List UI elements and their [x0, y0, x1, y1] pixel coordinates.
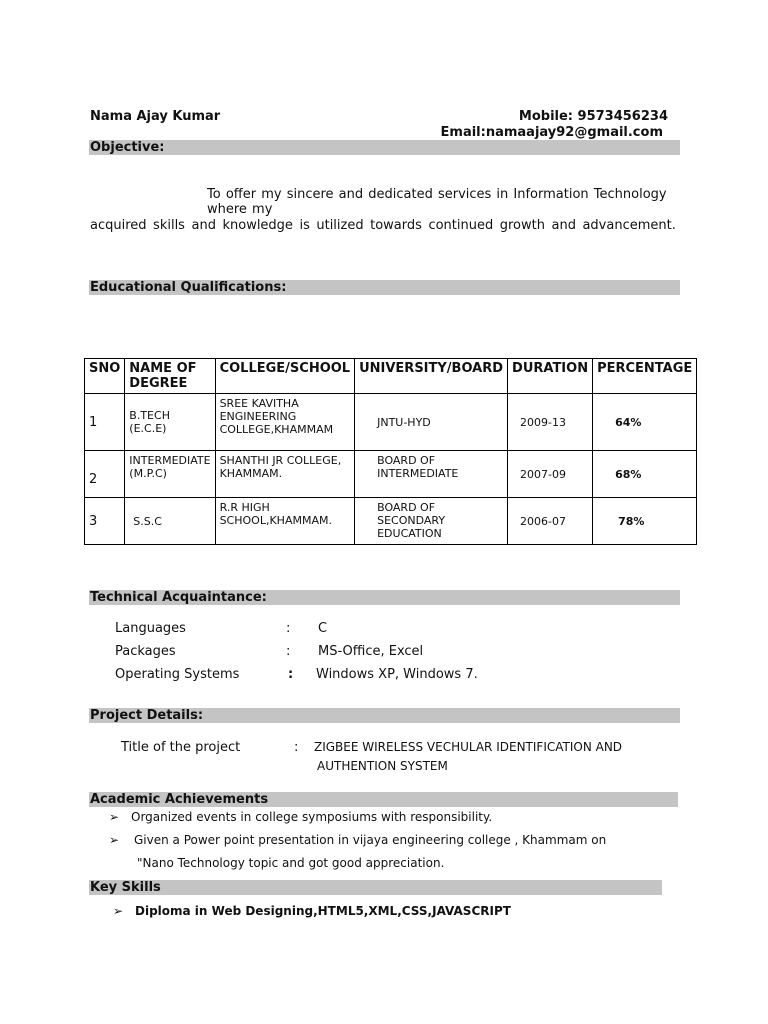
achievement-item-1: Organized events in college symposiums with responsibility.: [131, 810, 493, 824]
arrow-bullet-icon: ➢: [109, 833, 120, 847]
cell-board: BOARD OF SECONDARY EDUCATION: [355, 498, 508, 545]
cell-college: R.R HIGH SCHOOL,KHAMMAM.: [215, 498, 355, 545]
cell-percentage: 64%: [593, 394, 697, 451]
tech-label-os: Operating Systems: [115, 667, 240, 682]
cell-sno: 2: [85, 451, 125, 498]
cell-duration: 2009-13: [508, 394, 593, 451]
skills-heading: Key Skills: [89, 880, 662, 895]
column-header-college: COLLEGE/SCHOOL: [215, 359, 355, 394]
objective-word: towards: [370, 218, 422, 233]
column-header-duration: DURATION: [508, 359, 593, 394]
column-header-degree: NAME OF DEGREE: [125, 359, 215, 394]
cell-duration: 2006-07: [508, 498, 593, 545]
objective-word: and: [191, 218, 216, 233]
cell-degree: INTERMEDIATE (M.P.C): [125, 451, 215, 498]
objective-word: growth: [499, 218, 545, 233]
objective-word: is: [299, 218, 310, 233]
objective-word: advancement.: [582, 218, 676, 233]
cell-sno: 1: [85, 394, 125, 451]
column-header-percentage: PERCENTAGE: [593, 359, 697, 394]
objective-word: skills: [153, 218, 185, 233]
cell-college: SREE KAVITHA ENGINEERING COLLEGE,KHAMMAM: [215, 394, 355, 451]
column-header-board: UNIVERSITY/BOARD: [355, 359, 508, 394]
cell-sno: 3: [85, 498, 125, 545]
objective-line-2: [90, 218, 676, 233]
project-sep: :: [294, 740, 299, 755]
email-address: Email:namaajay92@gmail.com: [440, 125, 663, 140]
cell-duration: 2007-09: [508, 451, 593, 498]
tech-label-languages: Languages: [115, 621, 186, 636]
tech-value-languages: C: [318, 621, 328, 636]
arrow-bullet-icon: ➢: [109, 810, 120, 824]
tech-sep: :: [286, 644, 291, 659]
tech-value-packages: MS-Office, Excel: [318, 644, 424, 659]
objective-word: and: [551, 218, 576, 233]
objective-word: acquired: [90, 218, 147, 233]
achievement-item-2-line-2: "Nano Technology topic and got good appreciation.: [137, 856, 445, 870]
arrow-bullet-icon: ➢: [113, 904, 124, 918]
table-header-row: [85, 359, 697, 394]
objective-word: utilized: [316, 218, 364, 233]
candidate-name: Nama Ajay Kumar: [90, 109, 221, 124]
cell-degree: S.S.C: [125, 498, 215, 545]
project-title-value-line-2: AUTHENTION SYSTEM: [317, 759, 448, 773]
objective-line-1: [207, 187, 676, 217]
academic-heading: Academic Achievements: [89, 792, 678, 807]
project-title-value-line-1: ZIGBEE WIRELESS VECHULAR IDENTIFICATION AND: [314, 740, 623, 754]
tech-sep: :: [288, 667, 294, 682]
cell-board: BOARD OF INTERMEDIATE: [355, 451, 508, 498]
mobile-number: Mobile: 9573456234: [518, 109, 668, 124]
education-table: [84, 358, 697, 545]
table-row: [85, 394, 697, 451]
cell-degree: B.TECH (E.C.E): [125, 394, 215, 451]
table-row: [85, 451, 697, 498]
cell-board: JNTU-HYD: [355, 394, 508, 451]
education-heading: Educational Qualifications:: [89, 280, 680, 295]
objective-text-line-1: To offer my sincere and dedicated services in Information Technology where my: [207, 187, 667, 217]
tech-value-os: Windows XP, Windows 7.: [316, 667, 478, 682]
project-heading: Project Details:: [89, 708, 680, 723]
table-row: [85, 498, 697, 545]
tech-label-packages: Packages: [115, 644, 176, 659]
technical-heading: Technical Acquaintance:: [89, 590, 680, 605]
cell-percentage: 78%: [593, 498, 697, 545]
objective-word: knowledge: [222, 218, 293, 233]
achievement-item-2-line-1: Given a Power point presentation in vijaya engineering college , Khammam on: [134, 833, 607, 847]
project-title-label: Title of the project: [121, 740, 241, 755]
column-header-sno: SNO: [85, 359, 125, 394]
tech-sep: :: [286, 621, 291, 636]
cell-college: SHANTHI JR COLLEGE, KHAMMAM.: [215, 451, 355, 498]
objective-word: continued: [428, 218, 494, 233]
objective-heading: Objective:: [89, 140, 680, 155]
skill-item-1: Diploma in Web Designing,HTML5,XML,CSS,JAVASCRIPT: [135, 904, 511, 918]
cell-percentage: 68%: [593, 451, 697, 498]
